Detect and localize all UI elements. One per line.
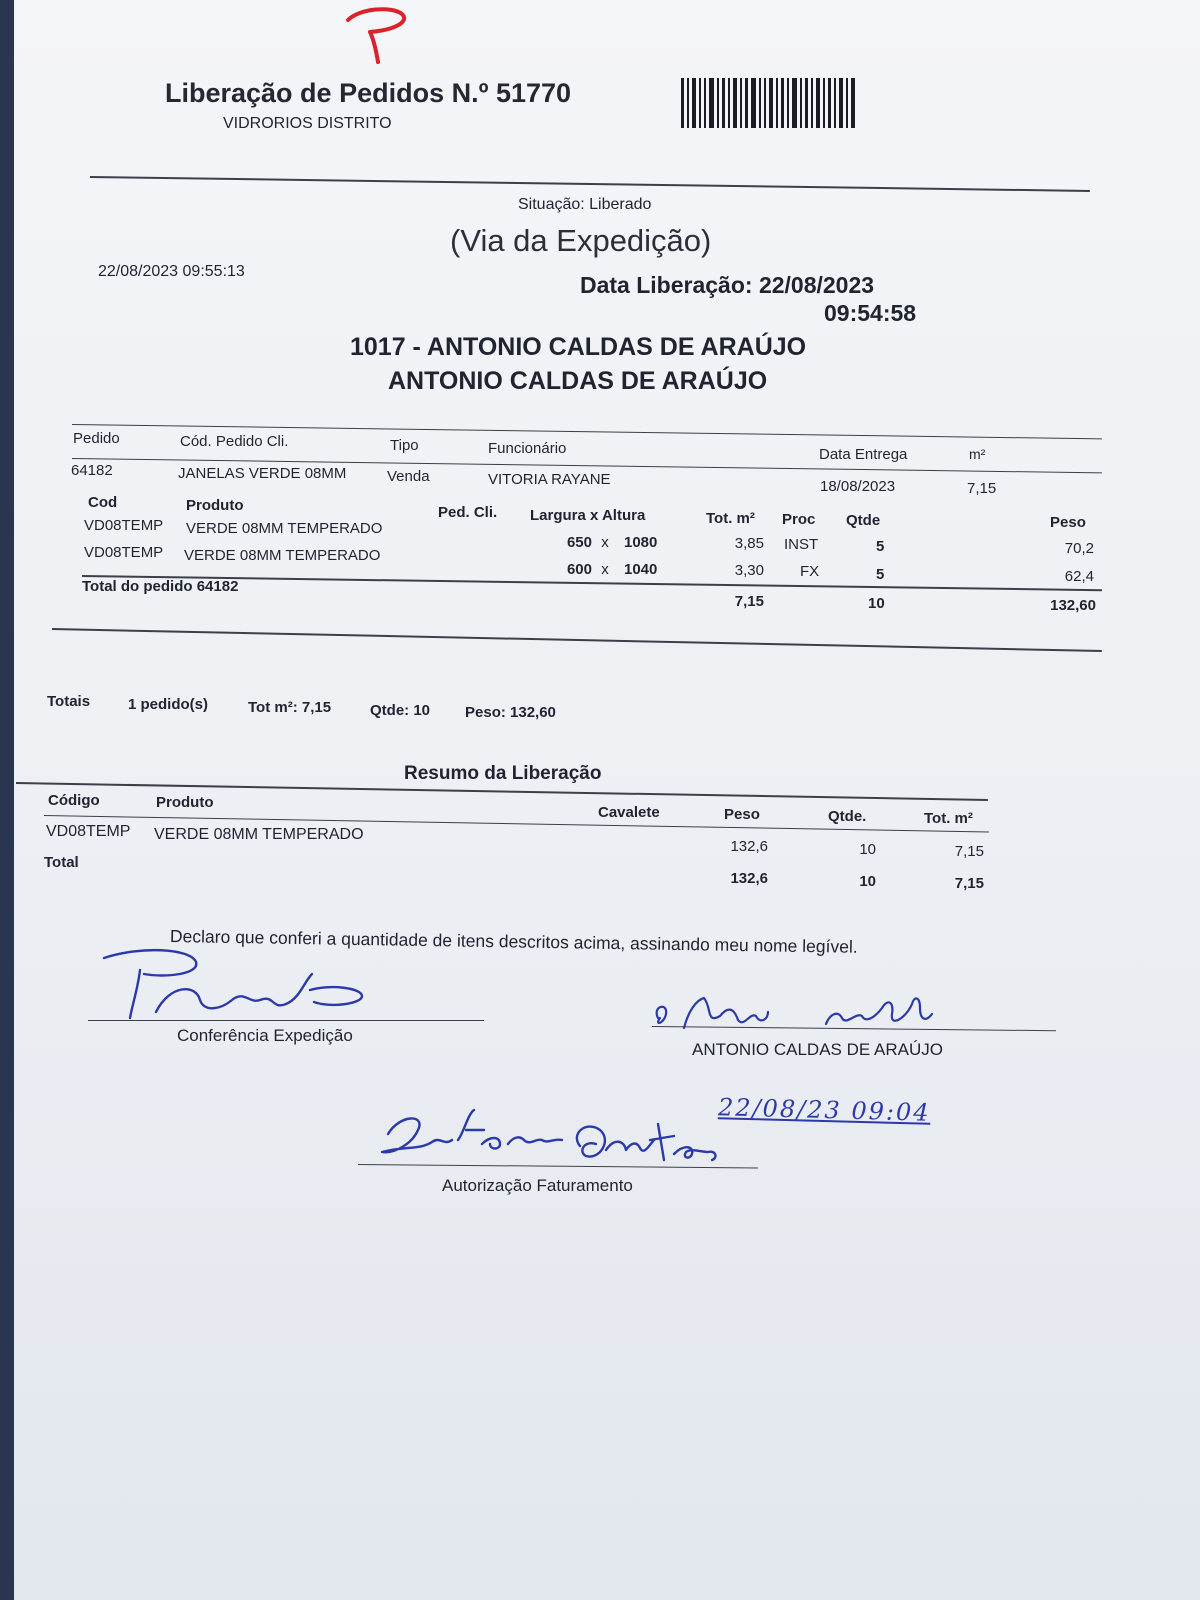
item-1-altura: 1080 [624, 534, 658, 551]
summary-col-peso: Peso [724, 806, 760, 823]
summary-title: Resumo da Liberação [404, 763, 602, 784]
col-tot-m2: Tot. m² [706, 510, 755, 527]
summary-col-qtde: Qtde. [828, 808, 867, 825]
item-2-altura: 1040 [624, 561, 658, 578]
document-title: Liberação de Pedidos N.º 51770 [165, 78, 572, 108]
order-total-label: Total do pedido 64182 [82, 578, 239, 595]
client-signature-label: ANTONIO CALDAS DE ARAÚJO [692, 1040, 943, 1059]
item-1-produto: VERDE 08MM TEMPERADO [186, 520, 383, 537]
company-name: VIDRORIOS DISTRITO [223, 115, 392, 132]
totals-tot-m2: Tot m²: 7,15 [248, 699, 332, 716]
summary-row-peso: 132,6 [730, 838, 768, 855]
item-2-cod: VD08TEMP [84, 544, 164, 561]
status-text: Situação: Liberado [518, 196, 652, 213]
release-time: 09:54:58 [824, 300, 917, 326]
conferencia-label: Conferência Expedição [177, 1026, 353, 1045]
red-question-mark [330, 2, 420, 66]
print-timestamp: 22/08/2023 09:55:13 [98, 263, 245, 280]
summary-row-codigo: VD08TEMP [46, 823, 131, 840]
item-1-peso: 70,2 [1064, 540, 1094, 557]
summary-row-produto: VERDE 08MM TEMPERADO [154, 826, 364, 843]
value-pedido: 64182 [71, 462, 113, 479]
item-1-largura: 650 [566, 534, 592, 551]
order-total-m2: 7,15 [734, 593, 764, 610]
order-bottom-rule [52, 628, 1102, 652]
handwritten-date: 22/08/23 09:04 [717, 1093, 931, 1127]
order-total-qtde: 10 [868, 595, 885, 612]
col-largura-altura: Largura x Altura [530, 507, 646, 524]
item-2-proc: FX [800, 563, 820, 580]
totals-qtde: Qtde: 10 [370, 702, 431, 719]
barcode-image [681, 78, 857, 130]
summary-total-tot-m2: 7,15 [954, 875, 984, 892]
client-signature [650, 984, 940, 1038]
value-funcionario: VITORIA RAYANE [488, 471, 611, 488]
declaration-text: Declaro que conferi a quantidade de itens descritos acima, assinando meu nome legível. [169, 926, 858, 957]
item-2-peso: 62,4 [1064, 568, 1094, 585]
summary-total-qtde: 10 [859, 873, 876, 890]
totals-pedidos: 1 pedido(s) [128, 696, 209, 713]
client-code-name: 1017 - ANTONIO CALDAS DE ARAÚJO [350, 333, 807, 361]
item-1-proc: INST [784, 536, 819, 553]
header-divider [90, 176, 1090, 192]
item-2-x: x [601, 561, 609, 578]
summary-total-label: Total [44, 854, 79, 871]
summary-col-codigo: Código [48, 792, 100, 809]
label-pedido: Pedido [73, 430, 120, 447]
conferencia-line [88, 1020, 484, 1021]
summary-col-tot-m2: Tot. m² [924, 810, 973, 827]
col-qtde: Qtde [846, 512, 881, 529]
value-cod-pedido-cli: JANELAS VERDE 08MM [178, 465, 347, 482]
summary-row-qtde: 10 [859, 841, 876, 858]
client-name: ANTONIO CALDAS DE ARAÚJO [388, 367, 768, 395]
release-date: Data Liberação: 22/08/2023 [580, 272, 875, 298]
item-2-largura: 600 [566, 561, 592, 578]
col-cod: Cod [88, 494, 118, 511]
col-proc: Proc [782, 511, 816, 528]
item-1-x: x [601, 534, 609, 551]
label-data-entrega: Data Entrega [819, 446, 908, 463]
label-funcionario: Funcionário [488, 440, 567, 457]
copy-label: (Via da Expedição) [450, 223, 712, 258]
item-2-tot-m2: 3,30 [734, 562, 764, 579]
summary-col-produto: Produto [156, 794, 214, 811]
value-tipo: Venda [387, 468, 430, 485]
label-tipo: Tipo [390, 437, 419, 454]
value-m2: 7,15 [967, 480, 997, 497]
label-cod-pedido-cli: Cód. Pedido Cli. [180, 433, 289, 450]
order-total-peso: 132,60 [1050, 597, 1096, 614]
item-2-qtde: 5 [876, 566, 885, 583]
autorizacao-signature [374, 1100, 724, 1180]
col-produto: Produto [186, 497, 244, 514]
totals-label: Totais [47, 693, 91, 710]
item-2-produto: VERDE 08MM TEMPERADO [184, 547, 381, 564]
item-1-tot-m2: 3,85 [734, 535, 764, 552]
summary-total-peso: 132,6 [730, 870, 768, 887]
summary-col-cavalete: Cavalete [598, 804, 660, 821]
conferencia-signature [100, 944, 390, 1026]
col-peso: Peso [1050, 514, 1086, 531]
summary-row-tot-m2: 7,15 [954, 843, 984, 860]
autorizacao-label: Autorização Faturamento [442, 1176, 633, 1195]
label-m2: m² [969, 446, 986, 462]
item-1-qtde: 5 [876, 538, 885, 555]
totals-peso: Peso: 132,60 [465, 704, 556, 721]
document-page [14, 0, 1200, 1600]
item-1-cod: VD08TEMP [84, 517, 164, 534]
value-data-entrega: 18/08/2023 [820, 478, 896, 495]
col-ped-cli: Ped. Cli. [438, 504, 498, 521]
